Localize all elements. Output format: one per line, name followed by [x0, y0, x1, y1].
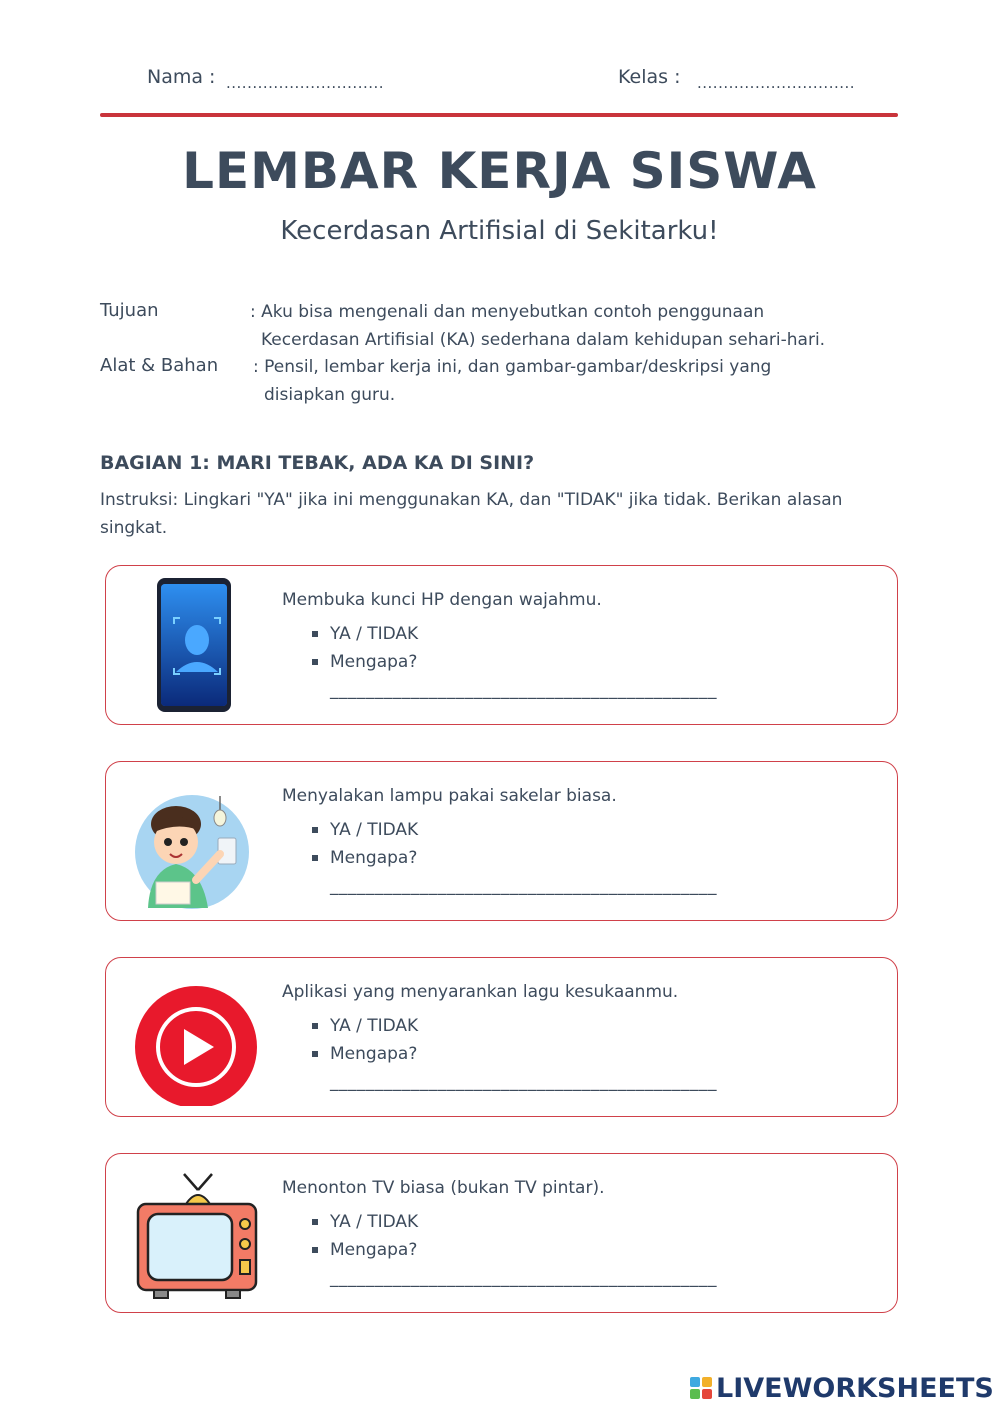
- answer-list-2: [312, 816, 418, 872]
- section-1-title: BAGIAN 1: MARI TEBAK, ADA KA DI SINI?: [100, 452, 535, 474]
- retro-tv-icon: [134, 1164, 262, 1302]
- yes-no-option-4[interactable]: YA / TIDAK: [312, 1208, 418, 1236]
- section-1-instruction: Instruksi: Lingkari "YA" jika ini menggunakan KA, dan "TIDAK" jika tidak. Berikan alasan singkat.: [100, 490, 843, 538]
- question-card-4: [105, 1153, 898, 1313]
- class-blank[interactable]: ..............................: [697, 74, 856, 92]
- answer-list-4: [312, 1208, 418, 1264]
- alat-label: Alat & Bahan: [100, 355, 219, 376]
- answer-blank-3[interactable]: ___________________________________________: [330, 1072, 717, 1092]
- yes-no-option-2[interactable]: YA / TIDAK: [312, 816, 418, 844]
- why-prompt-2: Mengapa?: [312, 844, 418, 872]
- answer-list-3: [312, 1012, 418, 1068]
- class-label: Kelas :: [618, 66, 681, 88]
- liveworksheets-logo[interactable]: [690, 1370, 994, 1406]
- boy-light-switch-icon: [134, 772, 262, 910]
- question-card-1: [105, 565, 898, 725]
- question-card-2: [105, 761, 898, 921]
- header-divider: [100, 113, 898, 117]
- page-title: LEMBAR KERJA SISWA: [182, 142, 817, 200]
- yes-no-option-3[interactable]: YA / TIDAK: [312, 1012, 418, 1040]
- answer-blank-1[interactable]: ___________________________________________: [330, 680, 717, 700]
- question-text-4: Menonton TV biasa (bukan TV pintar).: [282, 1178, 605, 1198]
- music-app-play-icon: [134, 968, 262, 1106]
- question-text-2: Menyalakan lampu pakai sakelar biasa.: [282, 786, 617, 806]
- tujuan-text: [250, 298, 890, 354]
- why-prompt-4: Mengapa?: [312, 1236, 418, 1264]
- name-blank[interactable]: ..............................: [226, 74, 385, 92]
- liveworksheets-grid-icon: [690, 1377, 712, 1399]
- smartphone-face-unlock-icon: [134, 576, 262, 714]
- question-card-3: [105, 957, 898, 1117]
- tujuan-label: Tujuan: [100, 300, 159, 321]
- why-prompt-3: Mengapa?: [312, 1040, 418, 1068]
- question-text-3: Aplikasi yang menyarankan lagu kesukaanmu.: [282, 982, 679, 1002]
- alat-text: [253, 353, 893, 409]
- alat-line-1: : Pensil, lembar kerja ini, dan gambar-gambar/deskripsi yang: [253, 357, 772, 377]
- tujuan-line-1: : Aku bisa mengenali dan menyebutkan contoh penggunaan: [250, 302, 765, 322]
- page-subtitle: Kecerdasan Artifisial di Sekitarku!: [280, 216, 719, 246]
- question-text-1: Membuka kunci HP dengan wajahmu.: [282, 590, 602, 610]
- liveworksheets-brand: LIVEWORKSHEETS: [716, 1372, 994, 1404]
- answer-blank-4[interactable]: ___________________________________________: [330, 1268, 717, 1288]
- alat-line-2: disiapkan guru.: [264, 385, 396, 405]
- why-prompt-1: Mengapa?: [312, 648, 418, 676]
- answer-list-1: [312, 620, 418, 676]
- yes-no-option-1[interactable]: YA / TIDAK: [312, 620, 418, 648]
- answer-blank-2[interactable]: ___________________________________________: [330, 876, 717, 896]
- name-label: Nama :: [147, 66, 216, 88]
- tujuan-line-2: Kecerdasan Artifisial (KA) sederhana dalam kehidupan sehari-hari.: [261, 330, 826, 350]
